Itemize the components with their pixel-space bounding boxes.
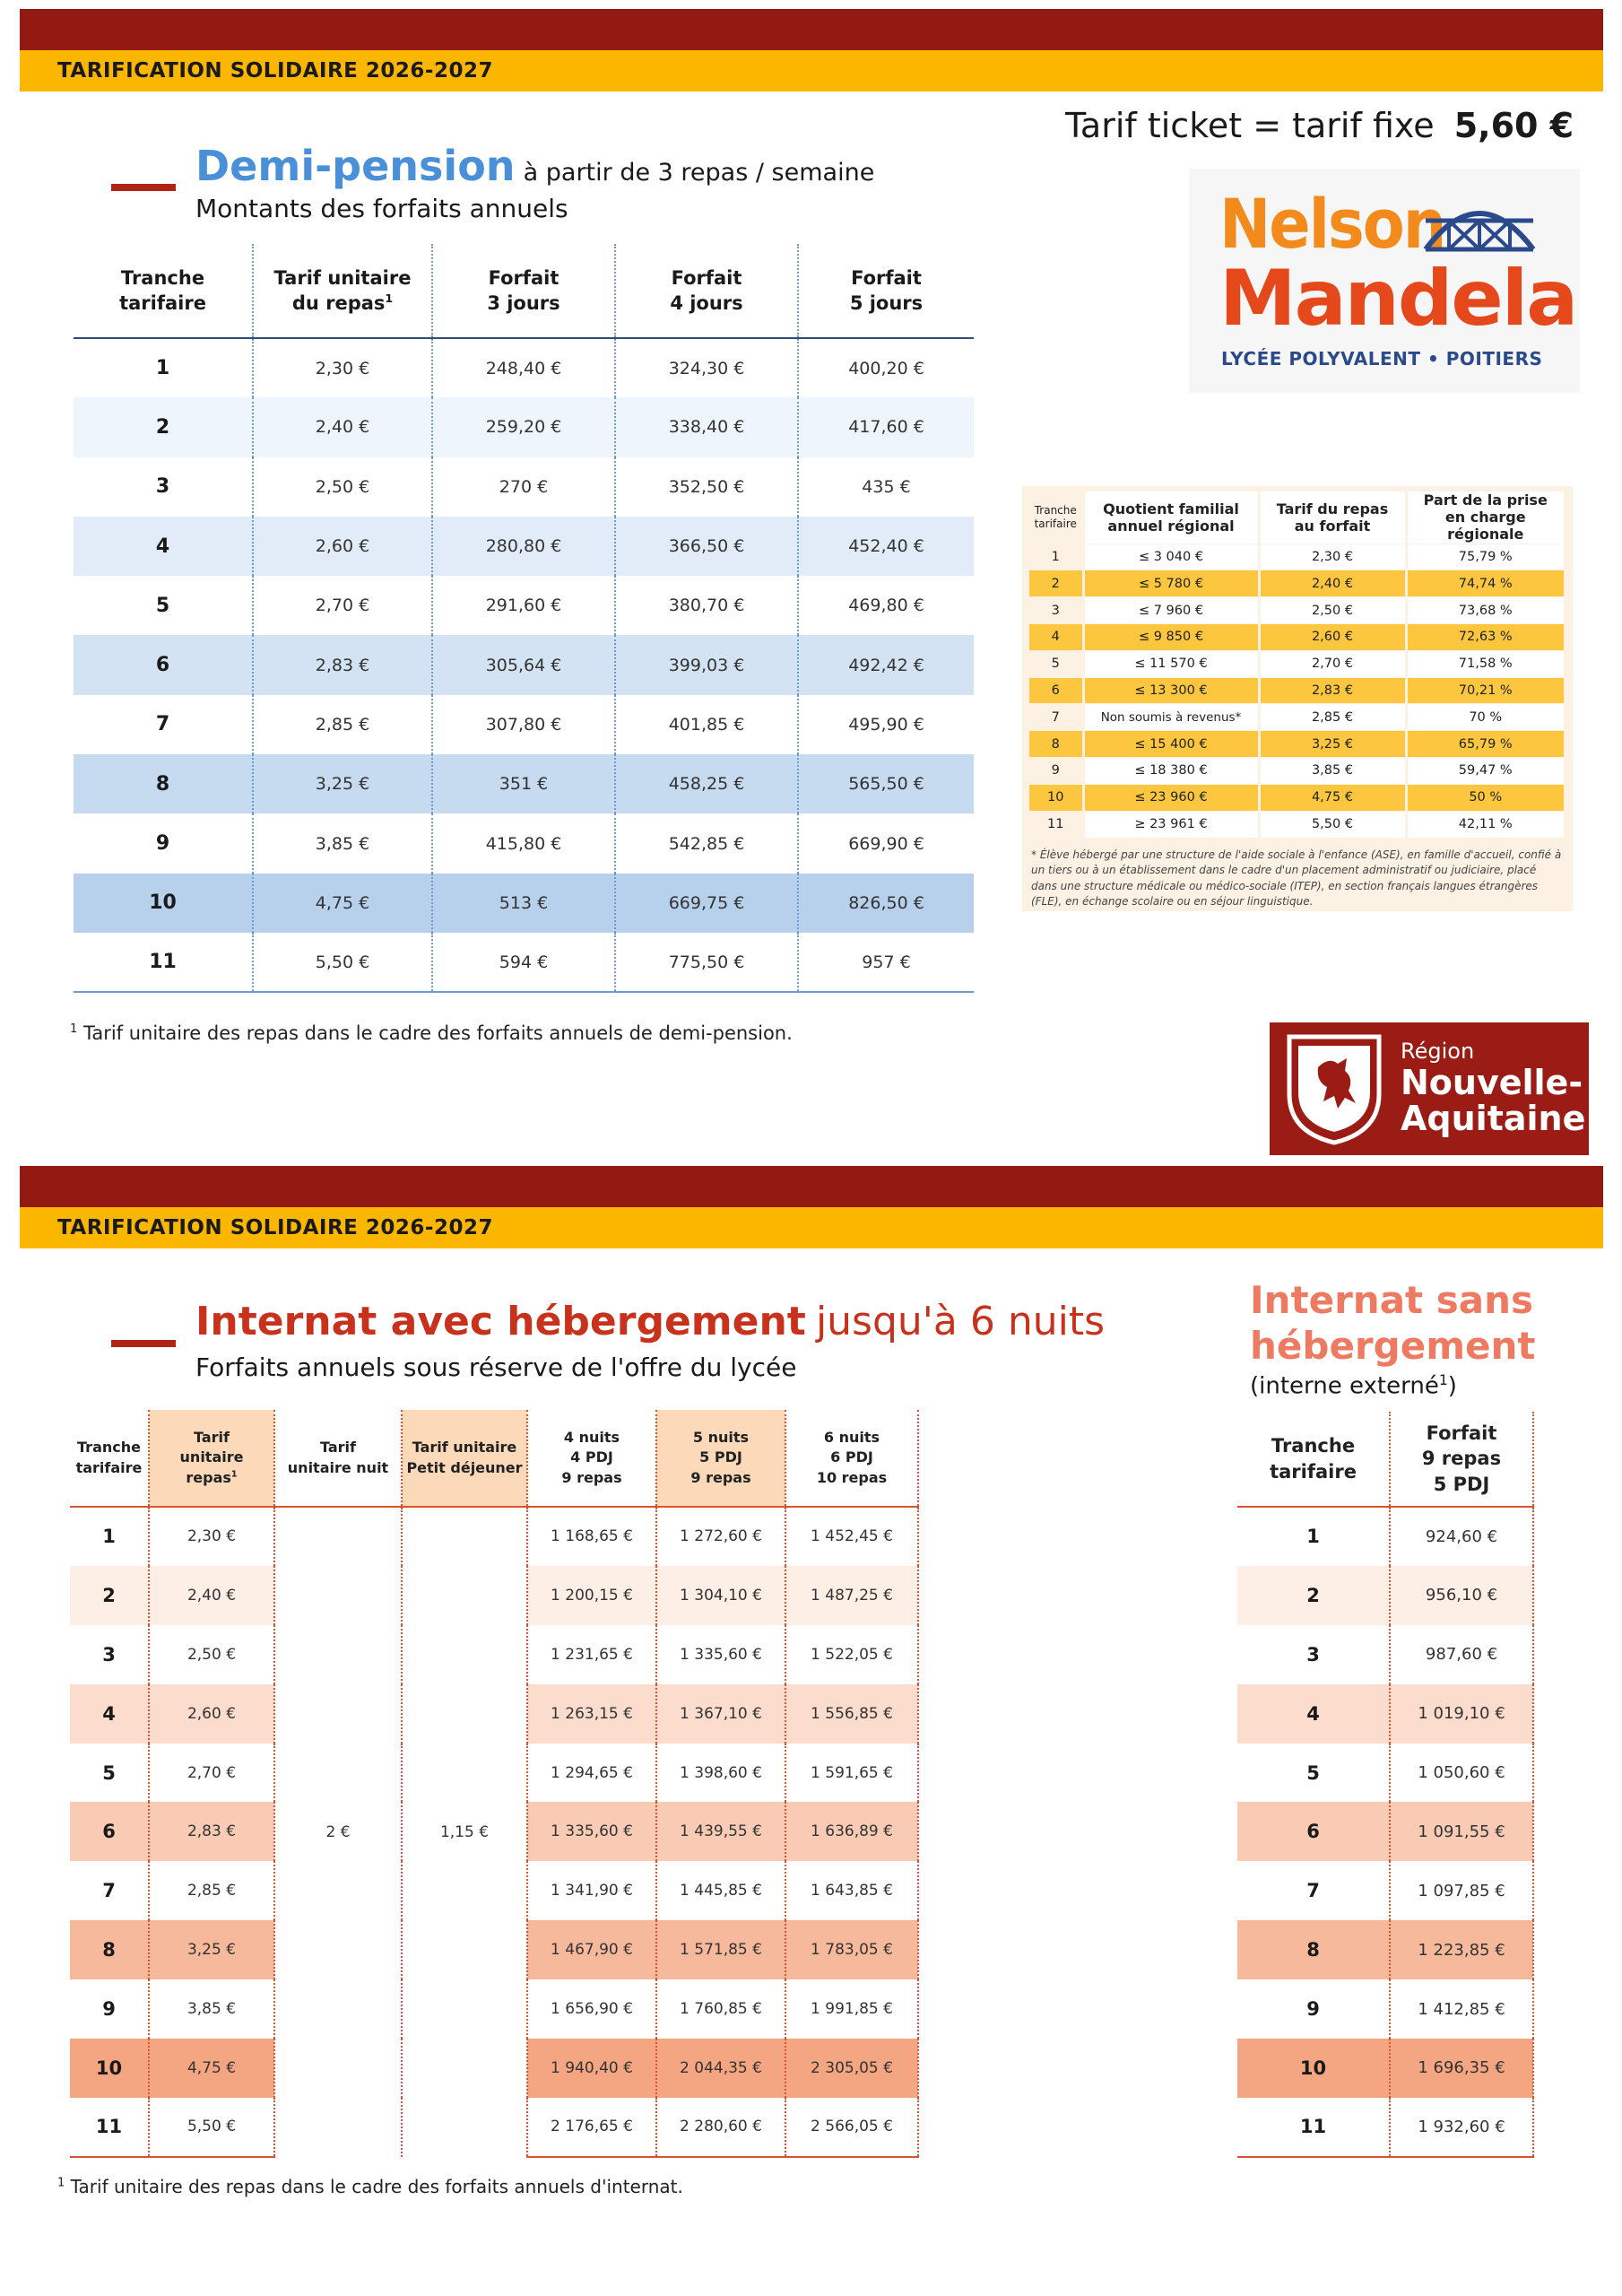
table-row [74,576,974,635]
value-cell: 1 272,60 € [656,1507,785,1566]
value-cell: 2,70 € [253,576,432,635]
value-cell: ≤ 15 400 € [1083,731,1259,758]
table-row [1237,1979,1533,2039]
footnote-mark: 1 [385,291,394,305]
value-cell: 2 566,05 € [785,2098,918,2157]
region-line-3: Aquitaine [1401,1099,1586,1138]
value-cell: 1 696,35 € [1390,2039,1533,2098]
value-cell: 380,70 € [615,576,798,635]
tranche-cell: 5 [155,594,170,617]
value-cell: ≥ 23 961 € [1083,811,1259,838]
value-cell: 305,64 € [432,635,615,694]
value-cell: 1 335,60 € [656,1625,785,1684]
tranche-cell: 2 [70,1566,149,1625]
quotient-familial-note: * Élève hébergé par une structure de l'aide sociale à l'enfance (ASE), en famille d'accueil, confié à un tiers ou à un établissement dans le cadre d'un placement administratif ou judiciaire, placé dans une structure médicale ou médico-sociale (ITEP), en section français langues étrangères (FLE), en échange scolaire ou en séjour linguistique. [1031,848,1562,909]
value-cell: ≤ 9 850 € [1083,623,1259,650]
footnote-mark: 1 [57,2176,65,2190]
column-header: Tarif unitaire repas$^1$ [149,1410,274,1507]
value-cell: 65,79 % [1406,731,1564,758]
value-cell: 1 940,40 € [527,2039,656,2098]
value-cell: 826,50 € [798,874,974,933]
value-cell: 565,50 € [798,754,974,813]
column-header: Tranche tarifaire [74,244,253,338]
value-cell: 3,25 € [1259,731,1406,758]
value-cell: 1 367,10 € [656,1684,785,1744]
value-cell: 669,90 € [798,813,974,873]
value-cell: 492,42 € [798,635,974,694]
value-cell: 71,58 % [1406,650,1564,677]
value-cell: 469,80 € [798,576,974,635]
tranche-cell: 7 [1029,704,1083,731]
tranche-cell: 10 [1299,2057,1327,2079]
value-cell: 1 439,55 € [656,1802,785,1861]
value-cell: 399,03 € [615,635,798,694]
value-cell: 2,30 € [253,338,432,397]
value-cell: 352,50 € [615,457,798,517]
demi-pension-heading [195,142,874,190]
value-cell: 2,40 € [1259,570,1406,597]
subtitle-text: (interne externé [1250,1372,1439,1400]
tranche-cell: 1 [1029,544,1083,570]
tranche-cell: 9 [155,832,170,856]
tranche-cell: 9 [70,1979,149,2039]
table-row [1237,1802,1533,1861]
table-row [74,695,974,754]
value-cell: 2,83 € [253,635,432,694]
footnote-mark: 1 [1438,1372,1448,1388]
value-cell: 2,50 € [253,457,432,517]
table-row [1237,1861,1533,1920]
table-row [1029,811,1564,838]
bridge-icon [1422,187,1537,257]
tranche-cell: 8 [70,1920,149,1979]
internat-title: Internat avec hébergement [195,1299,806,1344]
footnote-mark: 1 [230,1469,238,1480]
tranche-cell: 9 [1029,757,1083,784]
value-cell: 1 223,85 € [1390,1920,1533,1979]
table-row [1237,1684,1533,1744]
ticket-price-line [1065,106,1574,145]
value-cell: 75,79 % [1406,544,1564,570]
value-cell: 291,60 € [432,576,615,635]
tranche-cell: 11 [1237,2098,1390,2157]
value-cell: 324,30 € [615,338,798,397]
internat-table [70,1410,919,2158]
value-cell: 1 656,90 € [527,1979,656,2039]
value-cell: 1 991,85 € [785,1979,918,2039]
footnote-mark: 1 [70,1022,78,1036]
value-cell: 1 398,60 € [656,1744,785,1803]
banner-bottom-red [20,1166,1603,1207]
value-cell: 2,40 € [149,1566,274,1625]
value-cell: 2,70 € [149,1744,274,1803]
tranche-cell: 11 [70,2098,149,2157]
tranche-cell: 11 [74,933,253,992]
region-logo [1270,1022,1589,1155]
table-row [74,754,974,813]
table-header-row [1029,491,1564,544]
banner-title: TARIFICATION SOLIDAIRE 2026-2027 [57,1216,493,1239]
table-row [1237,1625,1533,1684]
value-cell: ≤ 7 960 € [1083,597,1259,624]
value-cell: 307,80 € [432,695,615,754]
ticket-label: Tarif ticket = tarif fixe [1065,106,1435,145]
value-cell: 2 044,35 € [656,2039,785,2098]
value-cell: 2,85 € [253,695,432,754]
internat-title-suffix: jusqu'à 6 nuits [815,1299,1105,1344]
value-cell: ≤ 11 570 € [1083,650,1259,677]
tranche-cell: 1 [1306,1526,1320,1548]
value-cell: 70,21 % [1406,677,1564,704]
value-cell: 2,50 € [149,1625,274,1684]
value-cell: 42,11 % [1406,811,1564,838]
table-row [70,1507,918,1566]
column-header: 6 nuits 6 PDJ 10 repas [785,1410,918,1507]
table-row [1029,677,1564,704]
column-header: Tranche tarifaire [1034,504,1077,530]
ticket-value: 5,60 € [1453,106,1574,145]
tranche-cell: 6 [1029,677,1083,704]
value-cell: 366,50 € [615,517,798,576]
table-header-row [70,1410,918,1507]
column-header: 4 nuits 4 PDJ 9 repas [527,1410,656,1507]
tranche-cell: 2 [1029,570,1083,597]
logo-line-lycee: LYCÉE POLYVALENT • POITIERS [1221,348,1543,370]
value-cell: 1 643,85 € [785,1861,918,1920]
table-row [1237,1507,1533,1566]
column-header: Tranche tarifaire [1237,1412,1390,1507]
column-header: Tranche tarifaire [70,1410,149,1507]
tarif-nuit-cell: 2 € [274,1507,402,2157]
table-header-row [74,244,974,338]
value-cell: 1 294,65 € [527,1744,656,1803]
internat-heading [195,1299,1105,1344]
value-cell: 1 050,60 € [1390,1744,1533,1803]
logo-line-nelson: Nelson [1219,184,1445,264]
tranche-cell: 8 [1306,1939,1320,1961]
table-row [1029,597,1564,624]
value-cell: 1 445,85 € [656,1861,785,1920]
tranche-cell: 4 [70,1684,149,1744]
value-cell: 5,50 € [1259,811,1406,838]
section-dash [111,184,176,191]
value-cell: 1 636,89 € [785,1802,918,1861]
value-cell: 1 591,65 € [785,1744,918,1803]
value-cell: 987,60 € [1390,1625,1533,1684]
banner-title: TARIFICATION SOLIDAIRE 2026-2027 [57,59,493,83]
value-cell: 351 € [432,754,615,813]
school-logo [1189,169,1580,393]
value-cell: ≤ 5 780 € [1083,570,1259,597]
table-row [74,933,974,992]
tranche-cell: 10 [1029,784,1083,811]
sans-hebergement-title-line1: Internat sans [1250,1278,1533,1322]
section-dash [111,1340,176,1347]
tranche-cell: 3 [1306,1643,1320,1665]
value-cell: 2,50 € [1259,597,1406,624]
tranche-cell: 8 [155,772,170,796]
value-cell: 270 € [432,457,615,517]
internat-footnote [57,2176,683,2197]
table-row [1237,1920,1533,1979]
table-row [1237,1744,1533,1803]
table-row [74,338,974,397]
region-line-2: Nouvelle- [1401,1063,1583,1102]
value-cell: 401,85 € [615,695,798,754]
demi-pension-footnote [70,1022,793,1044]
value-cell: 1 341,90 € [527,1861,656,1920]
column-header: Tarif unitaire nuit [274,1410,402,1507]
value-cell: 542,85 € [615,813,798,873]
value-cell: 1 304,10 € [656,1566,785,1625]
tranche-cell: 10 [149,891,177,915]
table-row [1029,544,1564,570]
tranche-cell: 7 [155,713,170,736]
value-cell: 2,60 € [1259,623,1406,650]
value-cell: 2,30 € [1259,544,1406,570]
table-row [1237,2039,1533,2098]
value-cell: 3,25 € [149,1920,274,1979]
value-cell: 2,85 € [1259,704,1406,731]
value-cell: Non soumis à revenus* [1083,704,1259,731]
value-cell: 1 452,45 € [785,1507,918,1566]
table-row [1029,623,1564,650]
tranche-cell: 2 [1306,1584,1320,1606]
value-cell: 4,75 € [149,2039,274,2098]
value-cell: 2 305,05 € [785,2039,918,2098]
tranche-cell: 4 [1306,1702,1320,1725]
value-cell: 2,60 € [149,1684,274,1744]
value-cell: 3,85 € [253,813,432,873]
column-header: 5 nuits 5 PDJ 9 repas [656,1410,785,1507]
value-cell: 259,20 € [432,397,615,457]
tranche-cell: 1 [155,357,170,380]
subtitle-end: ) [1447,1372,1457,1400]
column-header: Forfait 5 jours [798,244,974,338]
value-cell: 594 € [432,933,615,992]
value-cell: 2,70 € [1259,650,1406,677]
tranche-cell: 10 [70,2039,149,2098]
sans-hebergement-title-line2: hébergement [1250,1324,1536,1369]
value-cell: 417,60 € [798,397,974,457]
demi-pension-title-suffix: à partir de 3 repas / semaine [523,159,875,187]
value-cell: 1 467,90 € [527,1920,656,1979]
value-cell: 956,10 € [1390,1566,1533,1625]
value-cell: 2,60 € [253,517,432,576]
value-cell: 2 176,65 € [527,2098,656,2157]
table-row [1237,1566,1533,1625]
value-cell: 513 € [432,874,615,933]
value-cell: 1 231,65 € [527,1625,656,1684]
value-cell: 338,40 € [615,397,798,457]
table-row [1029,650,1564,677]
value-cell: 775,50 € [615,933,798,992]
tranche-cell: 7 [1306,1880,1320,1902]
value-cell: 5,50 € [149,2098,274,2157]
value-cell: 50 % [1406,784,1564,811]
value-cell: 1 783,05 € [785,1920,918,1979]
value-cell: ≤ 3 040 € [1083,544,1259,570]
footnote-text: Tarif unitaire des repas dans le cadre des forfaits annuels de demi-pension. [82,1022,793,1044]
value-cell: 5,50 € [253,933,432,992]
value-cell: 1 412,85 € [1390,1979,1533,2039]
value-cell: ≤ 23 960 € [1083,784,1259,811]
value-cell: 2,83 € [149,1802,274,1861]
value-cell: 1 200,15 € [527,1566,656,1625]
tranche-cell: 5 [70,1744,149,1803]
tranche-cell: 3 [1029,597,1083,624]
column-header: Quotient familial annuel régional [1083,491,1259,544]
value-cell: 1 097,85 € [1390,1861,1533,1920]
value-cell: 924,60 € [1390,1507,1533,1566]
banner-top-red [20,9,1603,50]
value-cell: 2,40 € [253,397,432,457]
value-cell: ≤ 18 380 € [1083,757,1259,784]
value-cell: 3,85 € [1259,757,1406,784]
footnote-text: Tarif unitaire des repas dans le cadre des forfaits annuels d'internat. [70,2176,683,2197]
value-cell: 458,25 € [615,754,798,813]
quotient-familial-table [1029,491,1564,838]
value-cell: 669,75 € [615,874,798,933]
internat-subtitle: Forfaits annuels sous réserve de l'offre du lycée [195,1352,797,1382]
tranche-cell: 5 [1029,650,1083,677]
value-cell: 1 019,10 € [1390,1684,1533,1744]
table-row [1237,2098,1533,2157]
table-row [74,457,974,517]
column-header: Forfait 3 jours [432,244,615,338]
value-cell: 1 932,60 € [1390,2098,1533,2157]
table-row [74,813,974,873]
column-header: Tarif du repas au forfait [1259,491,1406,544]
value-cell: 1 487,25 € [785,1566,918,1625]
region-line-1: Région [1401,1039,1475,1064]
table-row [74,517,974,576]
tranche-cell: 3 [70,1625,149,1684]
tranche-cell: 6 [155,654,170,677]
tranche-cell: 4 [155,535,170,558]
demi-pension-table [74,244,974,993]
value-cell: 452,40 € [798,517,974,576]
sans-hebergement-subtitle [1250,1372,1457,1400]
value-cell: 70 % [1406,704,1564,731]
value-cell: 2 280,60 € [656,2098,785,2157]
value-cell: 4,75 € [253,874,432,933]
table-row [1029,784,1564,811]
column-header: Forfait 9 repas 5 PDJ [1390,1412,1533,1507]
value-cell: 1 168,65 € [527,1507,656,1566]
value-cell: 415,80 € [432,813,615,873]
table-row [1029,757,1564,784]
demi-pension-subtitle: Montants des forfaits annuels [195,194,568,223]
table-header-row [1237,1412,1533,1507]
tranche-cell: 11 [1029,811,1083,838]
value-cell: 248,40 € [432,338,615,397]
value-cell: 400,20 € [798,338,974,397]
tranche-cell: 1 [70,1507,149,1566]
value-cell: ≤ 13 300 € [1083,677,1259,704]
tarif-petit-dejeuner-cell: 1,15 € [402,1507,527,2157]
value-cell: 1 263,15 € [527,1684,656,1744]
column-header: Tarif unitaire Petit déjeuner [402,1410,527,1507]
column-header: Tarif unitaire du repas$^1$ [253,244,432,338]
value-cell: 72,63 % [1406,623,1564,650]
value-cell: 495,90 € [798,695,974,754]
tranche-cell: 6 [1306,1821,1320,1843]
column-header: Part de la prise en charge régionale [1406,491,1564,544]
value-cell: 435 € [798,457,974,517]
sans-hebergement-title [1250,1277,1535,1369]
table-row [74,635,974,694]
region-crest-icon [1282,1031,1386,1146]
value-cell: 2,83 € [1259,677,1406,704]
value-cell: 1 760,85 € [656,1979,785,2039]
value-cell: 3,85 € [149,1979,274,2039]
table-row [1029,704,1564,731]
tranche-cell: 7 [70,1861,149,1920]
tranche-cell: 8 [1029,731,1083,758]
tranche-cell: 4 [1029,623,1083,650]
value-cell: 957 € [798,933,974,992]
tranche-cell: 9 [1306,1998,1320,2021]
value-cell: 59,47 % [1406,757,1564,784]
value-cell: 3,25 € [253,754,432,813]
value-cell: 1 522,05 € [785,1625,918,1684]
table-row [74,874,974,933]
value-cell: 4,75 € [1259,784,1406,811]
value-cell: 280,80 € [432,517,615,576]
tranche-cell: 3 [155,475,170,499]
demi-pension-title: Demi-pension [195,142,516,190]
value-cell: 2,30 € [149,1507,274,1566]
value-cell: 1 091,55 € [1390,1802,1533,1861]
sans-hebergement-table [1237,1412,1534,2158]
column-header: Forfait 4 jours [615,244,798,338]
value-cell: 74,74 % [1406,570,1564,597]
value-cell: 73,68 % [1406,597,1564,624]
tranche-cell: 5 [1306,1761,1320,1784]
logo-line-mandela: Mandela [1219,254,1577,344]
value-cell: 1 571,85 € [656,1920,785,1979]
tranche-cell: 2 [155,415,170,439]
value-cell: 1 335,60 € [527,1802,656,1861]
value-cell: 2,85 € [149,1861,274,1920]
table-row [1029,731,1564,758]
tranche-cell: 6 [70,1802,149,1861]
table-row [1029,570,1564,597]
table-row [74,397,974,457]
value-cell: 1 556,85 € [785,1684,918,1744]
